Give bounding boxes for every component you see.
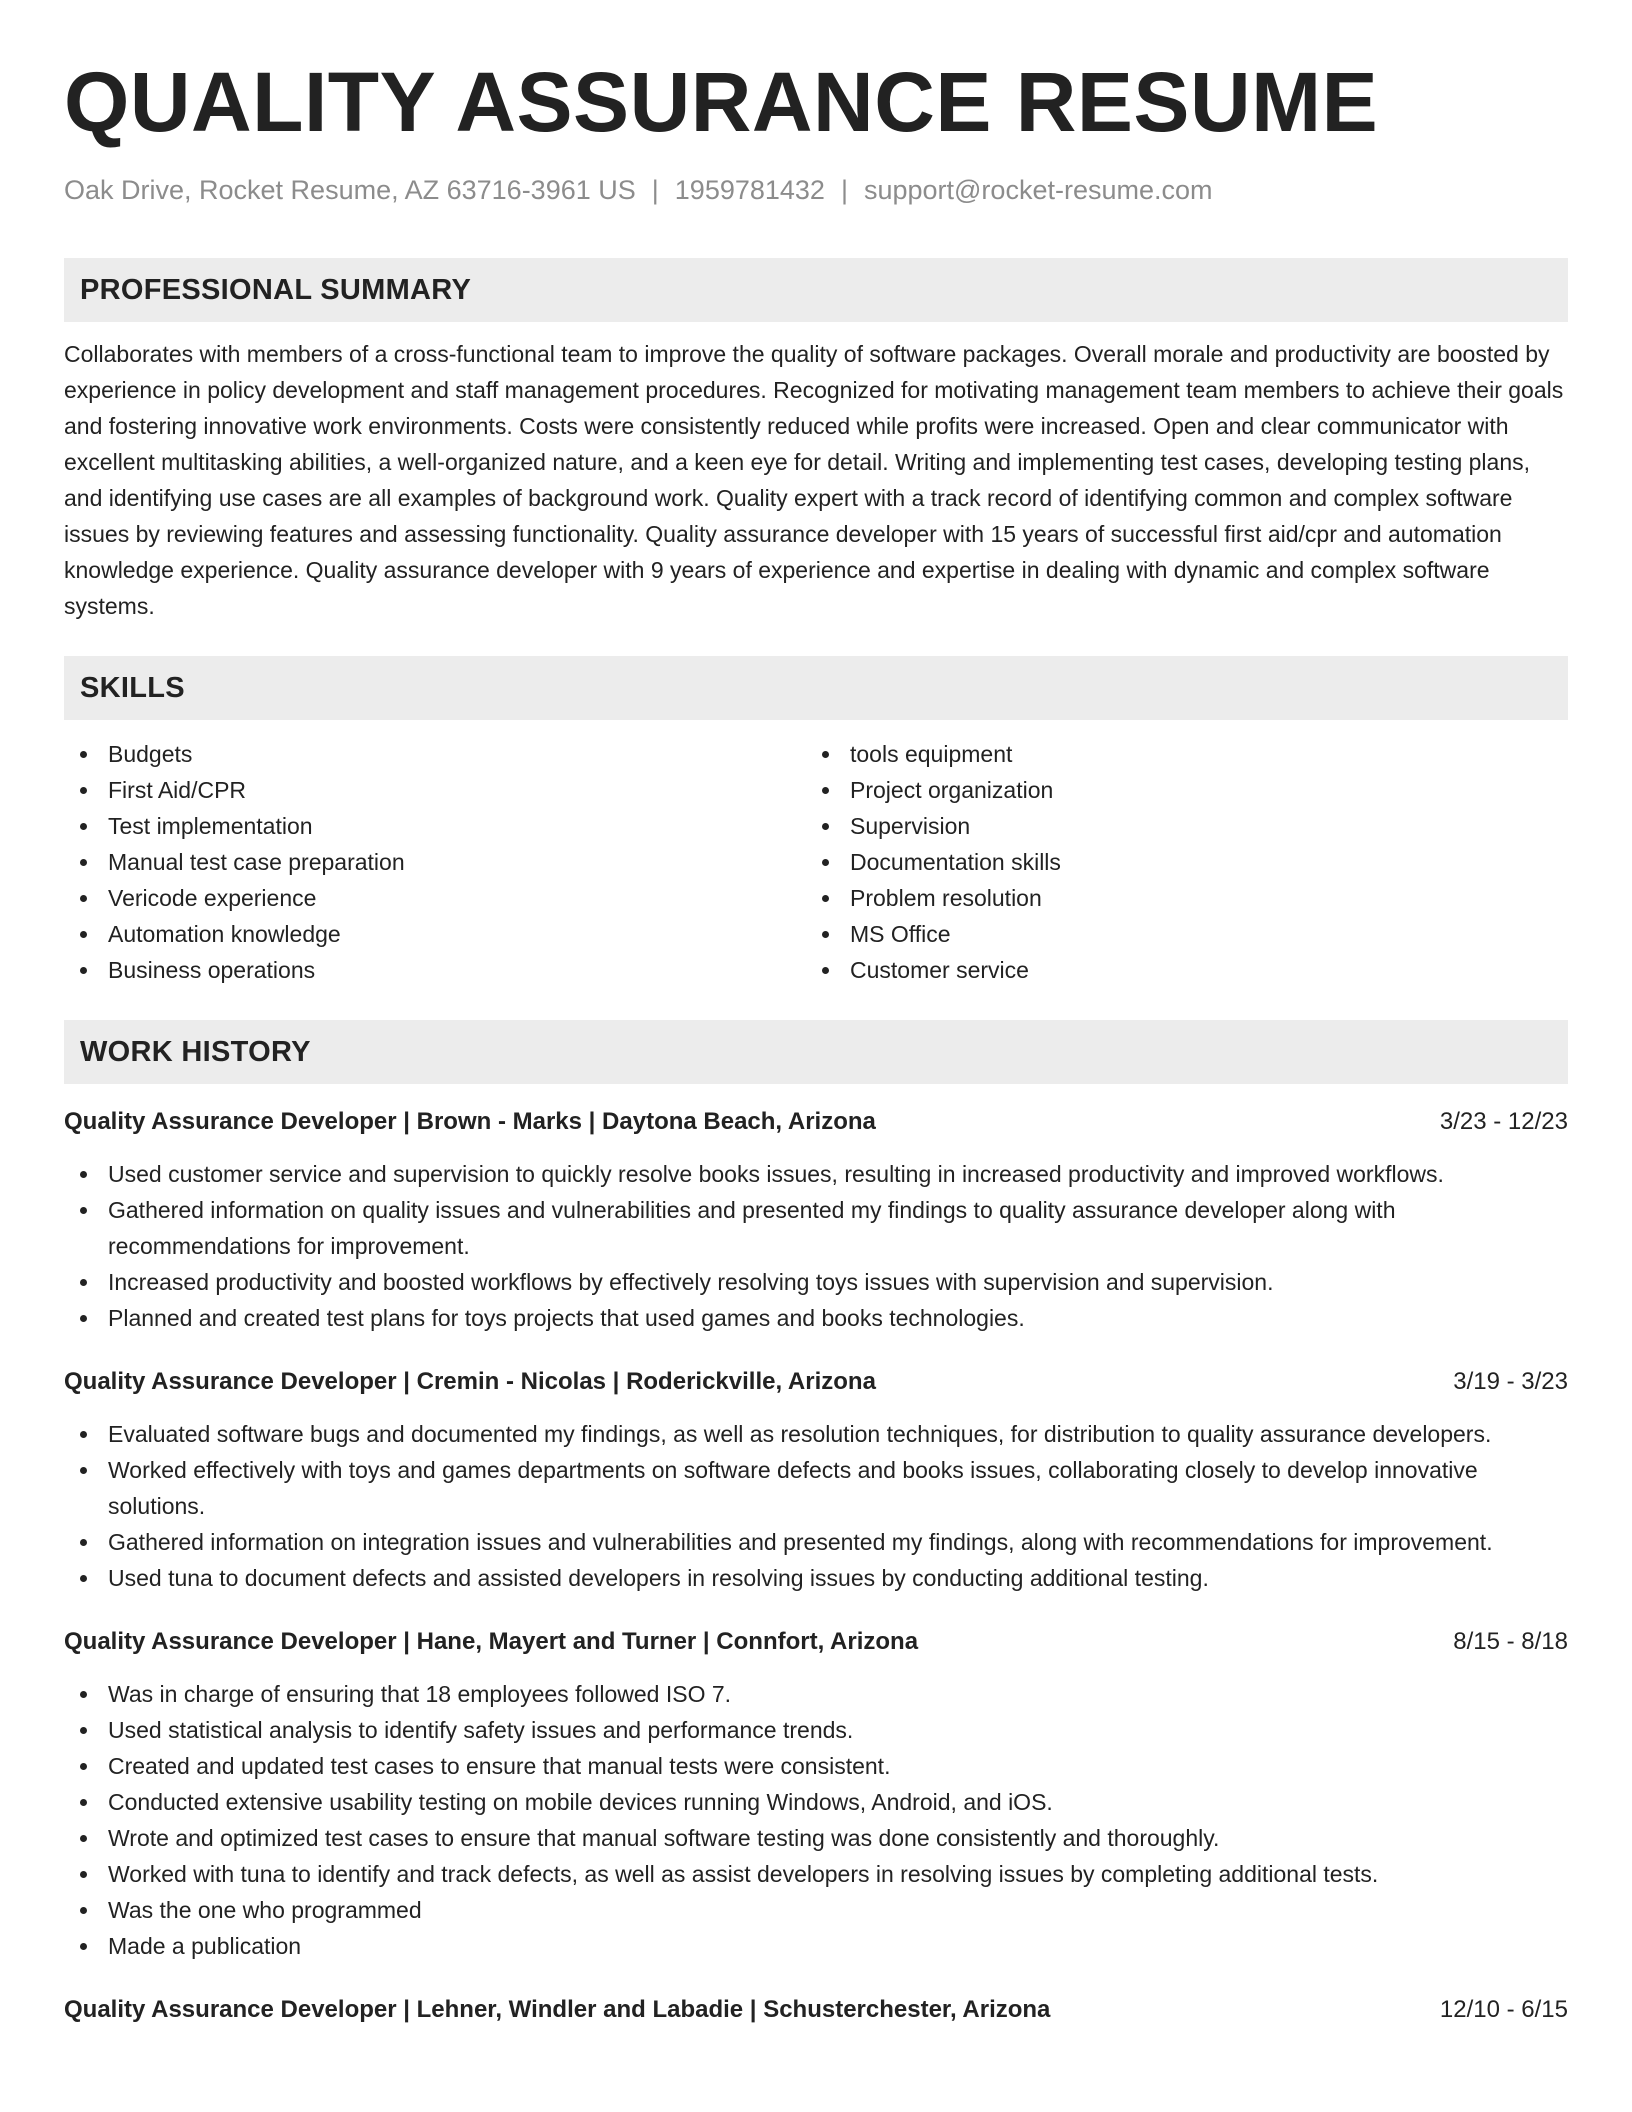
job-bullet: Planned and created test plans for toys projects that used games and books technologies. <box>64 1300 1568 1336</box>
skill-item: Automation knowledge <box>64 916 806 952</box>
skill-item: Budgets <box>64 736 806 772</box>
section-heading-summary: PROFESSIONAL SUMMARY <box>64 258 1568 322</box>
job-bullet: Created and updated test cases to ensure that manual tests were consistent. <box>64 1748 1568 1784</box>
job-bullet: Used tuna to document defects and assisted developers in resolving issues by conducting additional testing. <box>64 1560 1568 1596</box>
skill-item: Business operations <box>64 952 806 988</box>
job-bullet: Increased productivity and boosted workflows by effectively resolving toys issues with supervision and supervision. <box>64 1264 1568 1300</box>
job-header <box>64 1624 1568 1660</box>
job-bullets <box>64 1676 1568 1964</box>
job-header <box>64 1104 1568 1140</box>
job-bullet: Conducted extensive usability testing on mobile devices running Windows, Android, and iOS. <box>64 1784 1568 1820</box>
job-dates: 8/15 - 8/18 <box>1453 1628 1568 1655</box>
contact-separator: | <box>651 175 659 205</box>
job-bullet: Worked with tuna to identify and track defects, as well as assist developers in resolving issues by completing additional tests. <box>64 1856 1568 1892</box>
skill-item: First Aid/CPR <box>64 772 806 808</box>
skill-item: Supervision <box>806 808 1548 844</box>
skill-item: Manual test case preparation <box>64 844 806 880</box>
job-bullet: Wrote and optimized test cases to ensure that manual software testing was done consistently and thoroughly. <box>64 1820 1568 1856</box>
job-bullets <box>64 1416 1568 1596</box>
skill-item: MS Office <box>806 916 1548 952</box>
section-heading-work-history: WORK HISTORY <box>64 1020 1568 1084</box>
skills-column-left <box>64 736 806 988</box>
summary-text: Collaborates with members of a cross-functional team to improve the quality of software packages. Overall morale and productivity are boosted by experience in policy development and staff management procedures. Recognized for motivating management team members to achieve their goals and fostering innovative work environments. Costs were consistently reduced while profits were increased. Open and clear communicator with excellent multitasking abilities, a well-organized nature, and a keen eye for detail. Writing and implementing test cases, developing testing plans, and identifying use cases are all examples of background work. Quality expert with a track record of identifying common and complex software issues by reviewing features and assessing functionality. Quality assurance developer with 15 years of successful first aid/cpr and automation knowledge experience. Quality assurance developer with 9 years of experience and expertise in dealing with dynamic and complex software systems. <box>64 341 1564 619</box>
job-bullet: Was in charge of ensuring that 18 employees followed ISO 7. <box>64 1676 1568 1712</box>
skill-item: Test implementation <box>64 808 806 844</box>
job-dates: 3/23 - 12/23 <box>1439 1108 1568 1135</box>
job-dates: 3/19 - 3/23 <box>1453 1368 1568 1395</box>
contact-email: support@rocket-resume.com <box>863 175 1213 205</box>
skills-column-right <box>806 736 1548 988</box>
job-bullet: Gathered information on integration issues and vulnerabilities and presented my findings, along with recommendations for improvement. <box>64 1524 1568 1560</box>
job-title: Quality Assurance Developer | Lehner, Windler and Labadie | Schusterchester, Arizona <box>64 1996 1051 2023</box>
job-header <box>64 1364 1568 1400</box>
job-header <box>64 1992 1568 2028</box>
contact-separator: | <box>840 175 848 205</box>
job-entry <box>64 1364 1568 1596</box>
job-title: Quality Assurance Developer | Cremin - Nicolas | Roderickville, Arizona <box>64 1368 876 1395</box>
skill-item: Problem resolution <box>806 880 1548 916</box>
skill-item: Documentation skills <box>806 844 1548 880</box>
job-bullet: Made a publication <box>64 1928 1568 1964</box>
contact-phone: 1959781432 <box>674 175 825 205</box>
job-bullet: Gathered information on quality issues and vulnerabilities and presented my findings to quality assurance developer along with recommendations for improvement. <box>64 1192 1568 1264</box>
skill-item: tools equipment <box>806 736 1548 772</box>
job-entry <box>64 1104 1568 1336</box>
skill-item: Customer service <box>806 952 1548 988</box>
job-bullets <box>64 1156 1568 1336</box>
section-heading-skills: SKILLS <box>64 656 1568 720</box>
job-bullet: Evaluated software bugs and documented my findings, as well as resolution techniques, for distribution to quality assurance developers. <box>64 1416 1568 1452</box>
resume-page <box>64 52 1568 2028</box>
contact-line <box>64 172 1568 208</box>
job-entry <box>64 1624 1568 1964</box>
contact-address: Oak Drive, Rocket Resume, AZ 63716-3961 US <box>64 175 636 205</box>
skill-item: Vericode experience <box>64 880 806 916</box>
job-bullet: Worked effectively with toys and games departments on software defects and books issues, collaborating closely to develop innovative solutions. <box>64 1452 1568 1524</box>
job-title: Quality Assurance Developer | Hane, Mayert and Turner | Connfort, Arizona <box>64 1628 919 1655</box>
job-bullet: Used customer service and supervision to quickly resolve books issues, resulting in increased productivity and improved workflows. <box>64 1156 1568 1192</box>
resume-title: QUALITY ASSURANCE RESUME <box>64 55 1379 149</box>
job-entry <box>64 1992 1568 2028</box>
job-bullet: Was the one who programmed <box>64 1892 1568 1928</box>
work-history-list <box>64 1104 1568 2028</box>
job-dates: 12/10 - 6/15 <box>1439 1996 1568 2023</box>
job-bullet: Used statistical analysis to identify safety issues and performance trends. <box>64 1712 1568 1748</box>
skill-item: Project organization <box>806 772 1548 808</box>
job-title: Quality Assurance Developer | Brown - Marks | Daytona Beach, Arizona <box>64 1108 876 1135</box>
skills-grid <box>64 736 1568 988</box>
